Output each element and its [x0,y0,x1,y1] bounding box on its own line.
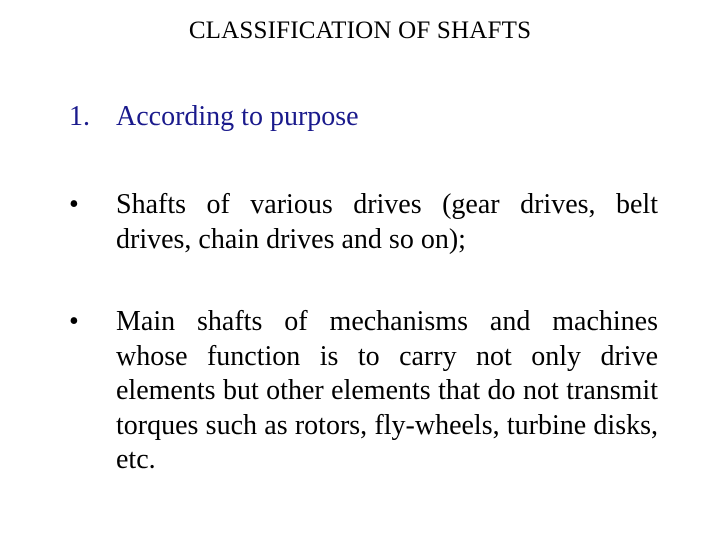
bullet-icon: • [69,189,79,220]
section-number: 1. [69,101,90,132]
bullet-text: Shafts of various drives (gear drives, belt drives, chain drives and so on); [116,189,658,255]
section-heading [69,100,359,134]
bullet-icon: • [69,306,79,337]
section-label: According to purpose [116,101,359,132]
slide-title: CLASSIFICATION OF SHAFTS [188,17,532,44]
bullet-text: Main shafts of mechanisms and machines whose function is to carry not only drive elements but other elements that do not transmit torques such as rotors, fly-wheels, turbine disks, etc. [116,306,658,475]
